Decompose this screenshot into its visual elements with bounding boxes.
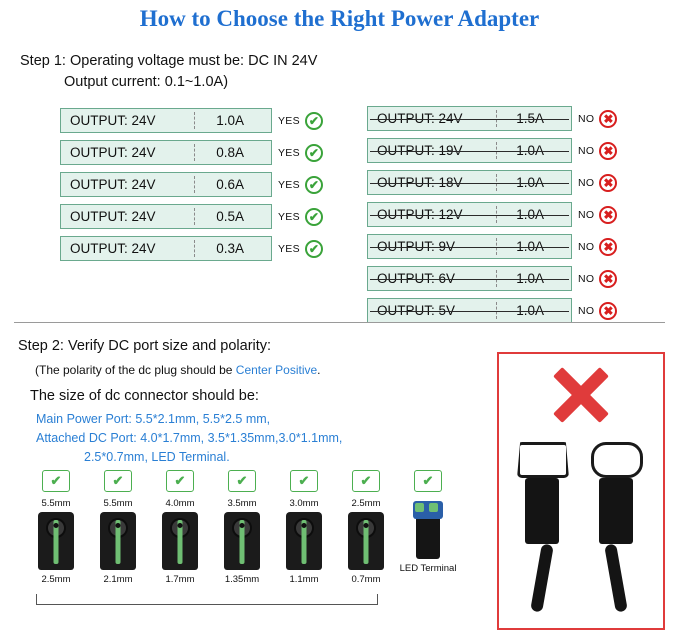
connector-item <box>92 470 144 585</box>
adapter-chip <box>60 204 272 229</box>
connector-inner-diameter: 1.7mm <box>165 574 195 585</box>
verdict-label: NO <box>578 304 595 317</box>
connector-inner-diameter: 2.1mm <box>103 574 133 585</box>
size-line-2: Attached DC Port: 4.0*1.7mm, 3.5*1.35mm,3.0*1.1mm, <box>36 431 343 445</box>
polarity-accent: Center Positive <box>235 363 318 377</box>
check-icon: ✔ <box>228 470 256 492</box>
strikethrough-line <box>370 119 569 120</box>
connector-outer-diameter: 2.5mm <box>351 498 381 509</box>
verdict-label: YES <box>278 210 300 223</box>
check-icon: ✔ <box>305 112 323 130</box>
polarity-note <box>35 363 321 377</box>
chip-current: 1.0A <box>516 239 544 254</box>
connector-inner-diameter: 1.1mm <box>289 574 319 585</box>
connector-item <box>340 470 392 585</box>
connector-item <box>399 470 457 585</box>
cross-icon: ✖ <box>599 142 617 160</box>
step1-line2: Output current: 0.1~1.0A) <box>64 74 229 90</box>
size-bracket <box>36 594 378 605</box>
check-icon: ✔ <box>305 176 323 194</box>
cross-icon: ✖ <box>599 110 617 128</box>
strikethrough-line <box>370 311 569 312</box>
cross-icon <box>550 364 612 426</box>
size-line-1: Main Power Port: 5.5*2.1mm, 5.5*2.5 mm, <box>36 412 271 426</box>
connector-type-label: LED Terminal <box>399 563 457 574</box>
table-row <box>60 108 323 133</box>
connector-inner-diameter: 1.35mm <box>224 574 260 585</box>
dc-plug-icon <box>348 512 384 570</box>
check-icon: ✔ <box>42 470 70 492</box>
chip-divider <box>194 240 195 257</box>
check-icon: ✔ <box>104 470 132 492</box>
size-heading: The size of dc connector should be: <box>30 388 259 404</box>
table-row <box>367 106 617 131</box>
chip-voltage: OUTPUT: 12V <box>377 207 463 222</box>
adapter-chip <box>367 266 572 291</box>
section-divider <box>14 322 665 323</box>
chip-divider <box>194 208 195 225</box>
chip-voltage: OUTPUT: 24V <box>70 209 156 224</box>
chip-voltage: OUTPUT: 5V <box>377 303 456 318</box>
adapter-chip <box>367 298 572 323</box>
verdict-label: NO <box>578 144 595 157</box>
table-row <box>367 266 617 291</box>
chip-current: 1.5A <box>516 111 544 126</box>
chip-current: 0.3A <box>216 241 244 256</box>
polarity-prefix: (The polarity of the dc plug should be <box>35 363 236 377</box>
connector-outer-diameter: 5.5mm <box>41 498 71 509</box>
verdict-label: NO <box>578 272 595 285</box>
chip-current: 1.0A <box>516 271 544 286</box>
dc-plug-icon <box>38 512 74 570</box>
adapter-chip <box>367 170 572 195</box>
verdict-label: NO <box>578 112 595 125</box>
check-icon: ✔ <box>305 240 323 258</box>
check-icon: ✔ <box>414 470 442 492</box>
micro-usb-connector-icon <box>517 442 567 612</box>
adapter-chip <box>367 202 572 227</box>
connector-item <box>154 470 206 585</box>
chip-voltage: OUTPUT: 24V <box>70 177 156 192</box>
adapter-chip <box>367 138 572 163</box>
connector-inner-diameter: 2.5mm <box>41 574 71 585</box>
chip-divider <box>194 112 195 129</box>
dc-plug-icon <box>100 512 136 570</box>
verdict-label: YES <box>278 242 300 255</box>
chip-current: 0.5A <box>216 209 244 224</box>
check-icon: ✔ <box>305 144 323 162</box>
connector-outer-diameter: 3.5mm <box>227 498 257 509</box>
table-row <box>367 138 617 163</box>
check-icon: ✔ <box>352 470 380 492</box>
adapter-chip <box>60 236 272 261</box>
usb-type-c-connector-icon <box>591 442 641 612</box>
adapter-chip <box>60 172 272 197</box>
dc-plug-icon <box>286 512 322 570</box>
table-row <box>60 172 323 197</box>
cross-icon: ✖ <box>599 302 617 320</box>
strikethrough-line <box>370 279 569 280</box>
chip-current: 1.0A <box>216 113 244 128</box>
chip-voltage: OUTPUT: 24V <box>377 111 463 126</box>
step1-line1: Step 1: Operating voltage must be: DC IN 24V <box>20 53 318 69</box>
adapter-chip <box>60 140 272 165</box>
check-icon: ✔ <box>305 208 323 226</box>
connector-outer-diameter: 3.0mm <box>289 498 319 509</box>
chip-current: 1.0A <box>516 207 544 222</box>
chip-voltage: OUTPUT: 9V <box>377 239 456 254</box>
chip-voltage: OUTPUT: 18V <box>377 175 463 190</box>
verdict-label: YES <box>278 178 300 191</box>
verdict-label: NO <box>578 240 595 253</box>
chip-current: 1.0A <box>516 143 544 158</box>
page-title: How to Choose the Right Power Adapter <box>139 6 540 31</box>
verdict-label: NO <box>578 208 595 221</box>
chip-current: 1.0A <box>516 175 544 190</box>
dc-plug-icon <box>162 512 198 570</box>
table-row <box>367 234 617 259</box>
adapter-chip <box>60 108 272 133</box>
connector-outer-diameter: 4.0mm <box>165 498 195 509</box>
chip-divider <box>194 176 195 193</box>
adapter-chip <box>367 106 572 131</box>
verdict-label: YES <box>278 146 300 159</box>
table-row <box>60 236 323 261</box>
connector-gallery <box>30 470 460 585</box>
size-line-3: 2.5*0.7mm, LED Terminal. <box>84 450 230 464</box>
good-adapter-list <box>60 108 323 268</box>
connector-inner-diameter: 0.7mm <box>351 574 381 585</box>
connector-outer-diameter: 5.5mm <box>103 498 133 509</box>
chip-current: 0.6A <box>216 177 244 192</box>
verdict-label: NO <box>578 176 595 189</box>
connector-item <box>278 470 330 585</box>
table-row <box>367 298 617 323</box>
connector-item <box>30 470 82 585</box>
chip-voltage: OUTPUT: 24V <box>70 113 156 128</box>
cross-icon: ✖ <box>599 270 617 288</box>
polarity-suffix: . <box>317 363 321 377</box>
step2-title: Step 2: Verify DC port size and polarity: <box>18 338 272 354</box>
strikethrough-line <box>370 183 569 184</box>
chip-voltage: OUTPUT: 24V <box>70 145 156 160</box>
connector-item <box>216 470 268 585</box>
chip-voltage: OUTPUT: 19V <box>377 143 463 158</box>
unsupported-connectors-box <box>497 352 665 630</box>
adapter-chip <box>367 234 572 259</box>
strikethrough-line <box>370 247 569 248</box>
check-icon: ✔ <box>166 470 194 492</box>
cross-icon: ✖ <box>599 238 617 256</box>
verdict-label: YES <box>278 114 300 127</box>
cross-icon: ✖ <box>599 206 617 224</box>
table-row <box>367 202 617 227</box>
table-row <box>60 140 323 165</box>
table-row <box>367 170 617 195</box>
strikethrough-line <box>370 151 569 152</box>
chip-current: 0.8A <box>216 145 244 160</box>
led-terminal-icon <box>410 501 446 559</box>
chip-current: 1.0A <box>516 303 544 318</box>
table-row <box>60 204 323 229</box>
chip-voltage: OUTPUT: 24V <box>70 241 156 256</box>
bad-adapter-list <box>367 106 617 330</box>
check-icon: ✔ <box>290 470 318 492</box>
cross-icon: ✖ <box>599 174 617 192</box>
chip-voltage: OUTPUT: 6V <box>377 271 456 286</box>
chip-divider <box>194 144 195 161</box>
strikethrough-line <box>370 215 569 216</box>
dc-plug-icon <box>224 512 260 570</box>
